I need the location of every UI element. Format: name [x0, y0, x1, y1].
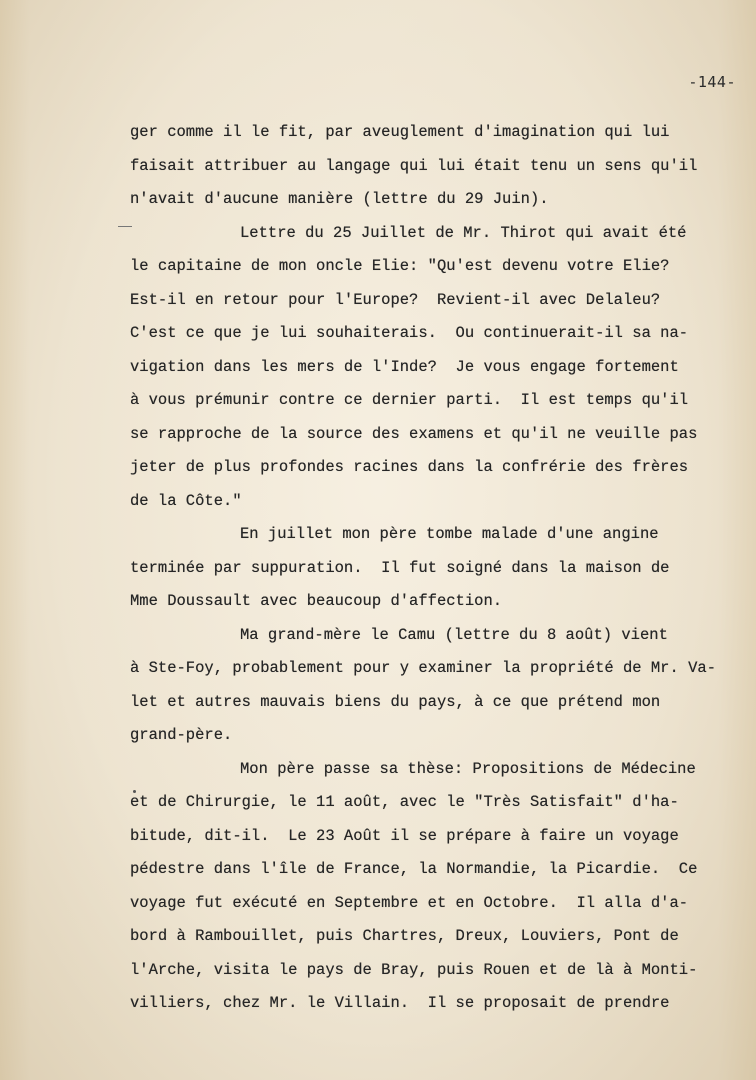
text-line: ger comme il le fit, par aveuglement d'imagination qui lui — [130, 123, 670, 141]
text-line: Lettre du 25 Juillet de Mr. Thirot qui avait été — [240, 223, 687, 242]
text-line: de la Côte." — [130, 491, 242, 510]
text-line: voyage fut exécuté en Septembre et en Octobre. Il alla d'a- — [130, 893, 689, 912]
text-line: pédestre dans l'île de France, la Normandie, la Picardie. Ce — [130, 860, 698, 878]
text-line: n'avait d'aucune manière (lettre du 29 Juin). — [130, 190, 549, 208]
typed-text-body — [130, 116, 750, 1021]
text-line: l'Arche, visita le pays de Bray, puis Rouen et de là à Monti- — [130, 960, 698, 979]
text-line: terminée par suppuration. Il fut soigné dans la maison de — [130, 558, 670, 577]
text-line: Est-il en retour pour l'Europe? Revient-il avec Delaleu? — [130, 290, 661, 309]
text-line: jeter de plus profondes racines dans la confrérie des frères — [130, 458, 689, 476]
text-line: le capitaine de mon oncle Elie: "Qu'est devenu votre Elie? — [130, 257, 670, 275]
text-line: et de Chirurgie, le 11 août, avec le "Très Satisfait" d'ha- — [130, 793, 679, 811]
text-line: Ma grand-mère le Camu (lettre du 8 août) vient — [240, 625, 668, 644]
text-line: let et autres mauvais biens du pays, à ce que prétend mon — [130, 692, 661, 711]
text-line: à Ste-Foy, probablement pour y examiner la propriété de Mr. Va- — [130, 659, 716, 677]
text-line: villiers, chez Mr. le Villain. Il se proposait de prendre — [130, 994, 670, 1012]
text-line: Mme Doussault avec beaucoup d'affection. — [130, 592, 503, 610]
text-line: grand-père. — [130, 726, 233, 744]
text-line: bitude, dit-il. Le 23 Août il se prépare à faire un voyage — [130, 826, 679, 845]
text-line: vigation dans les mers de l'Inde? Je vous engage fortement — [130, 357, 679, 376]
text-line: Mon père passe sa thèse: Propositions de Médecine — [240, 759, 696, 778]
text-line: bord à Rambouillet, puis Chartres, Dreux, Louviers, Pont de — [130, 927, 679, 945]
text-line: C'est ce que je lui souhaiterais. Ou continuerait-il sa na- — [130, 324, 689, 342]
text-line: à vous prémunir contre ce dernier parti. Il est temps qu'il — [130, 391, 689, 409]
text-line: se rapproche de la source des examens et qu'il ne veuille pas — [130, 424, 698, 443]
text-line: En juillet mon père tombe malade d'une angine — [240, 525, 659, 543]
page-number: -144- — [688, 73, 736, 91]
text-line: faisait attribuer au langage qui lui était tenu un sens qu'il — [130, 156, 698, 175]
